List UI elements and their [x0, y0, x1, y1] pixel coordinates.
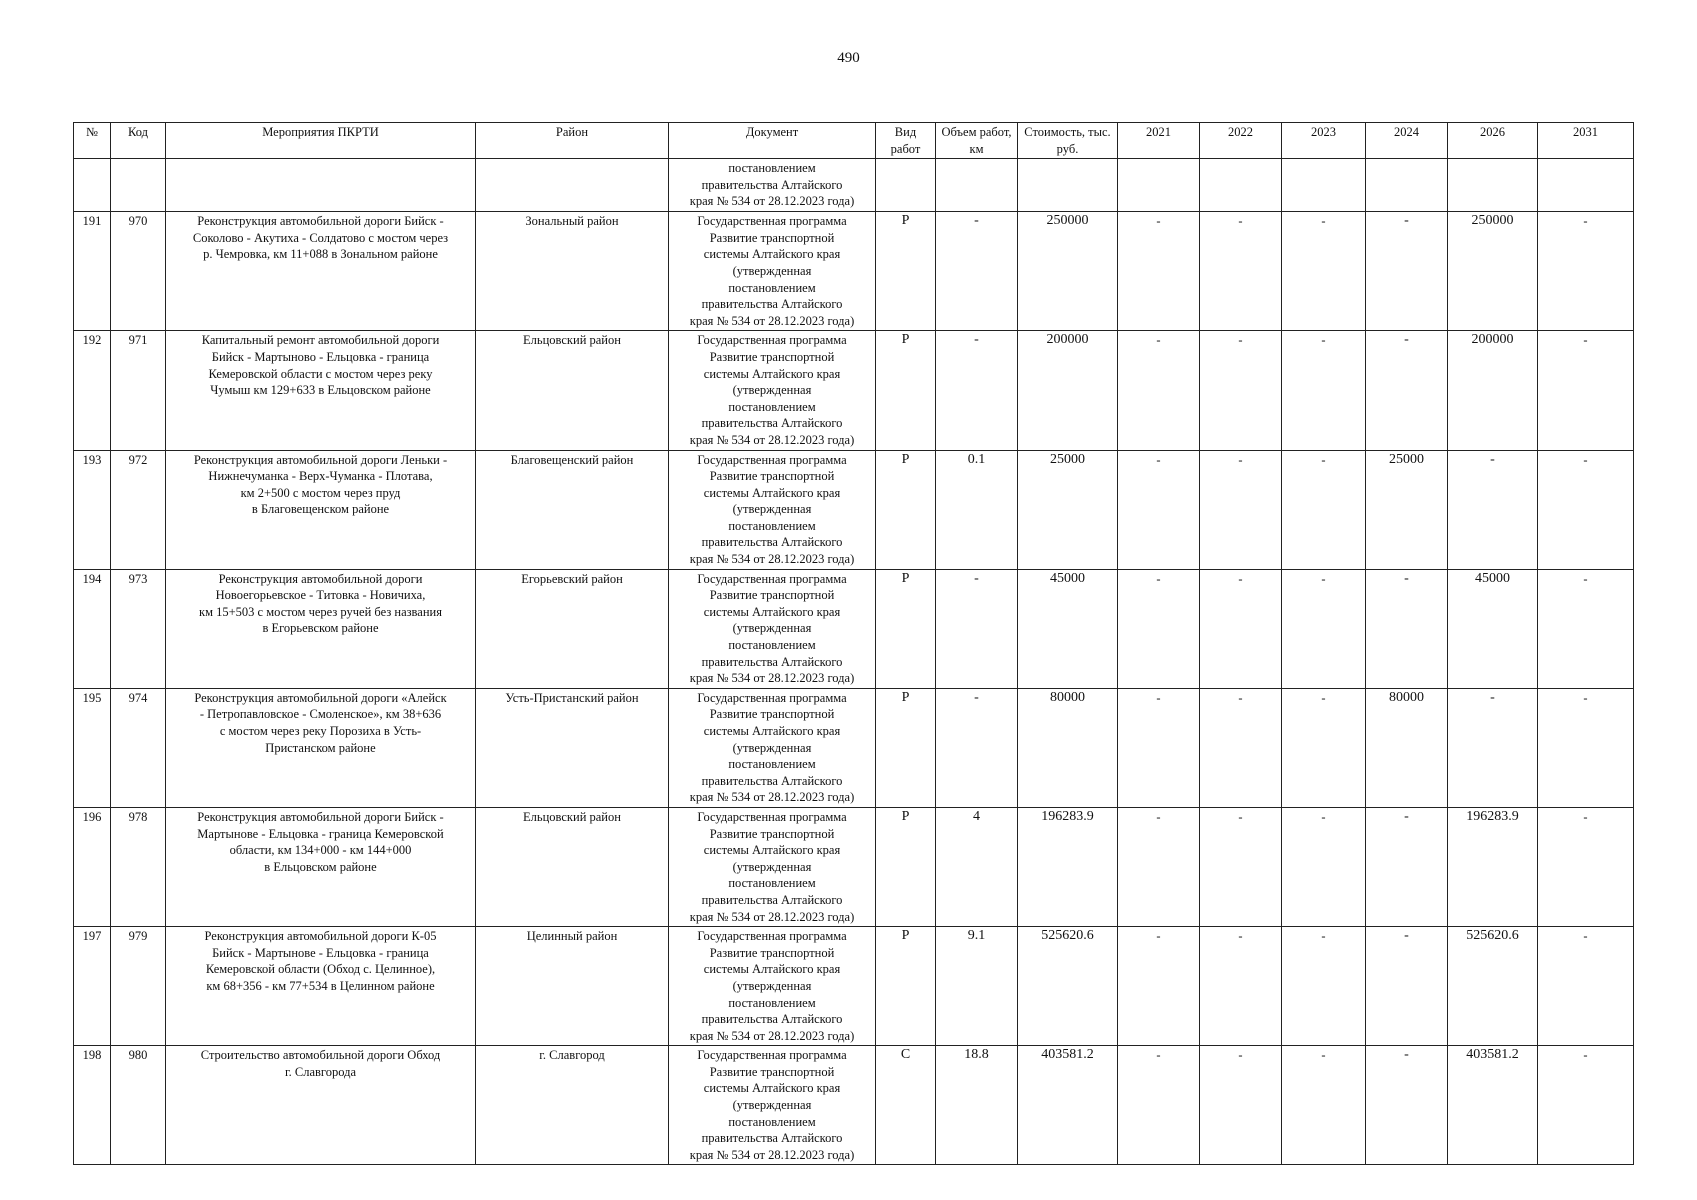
doc-line: края № 534 от 28.12.2023 года): [689, 1147, 855, 1162]
doc-line: (утвержденная: [732, 978, 812, 993]
project-line: г. Славгорода: [284, 1064, 357, 1079]
cell-2026: -: [1448, 450, 1538, 569]
table-row: [74, 331, 1634, 450]
cell-type: Р: [876, 927, 936, 1046]
project-line: Новоегорьевское - Титовка - Новичиха,: [215, 588, 426, 603]
cell-project: [166, 450, 476, 569]
doc-line: правительства Алтайского: [701, 1131, 843, 1146]
project-line: Реконструкция автомобильной дороги Бийск -: [197, 809, 444, 824]
header-num: №: [74, 123, 111, 159]
cell-cost: 196283.9: [1018, 807, 1118, 926]
cell-type: С: [876, 1046, 936, 1165]
cell-num: 194: [74, 569, 111, 688]
cell-cost: 525620.6: [1018, 927, 1118, 1046]
doc-line: правительства Алтайского: [701, 773, 843, 788]
header-document: Документ: [669, 123, 876, 159]
project-line: км 68+356 - км 77+534 в Целинном районе: [206, 978, 435, 993]
cell-2031: -: [1538, 569, 1634, 688]
cell-2024: -: [1366, 927, 1448, 1046]
cell-document: [669, 688, 876, 807]
cell-project: [166, 1046, 476, 1165]
page-number: 490: [837, 50, 860, 66]
cell-2026: 45000: [1448, 569, 1538, 688]
cell-empty: [1448, 159, 1538, 212]
cell-type: Р: [876, 688, 936, 807]
doc-line: постановлением: [728, 161, 816, 176]
cell-2026: 200000: [1448, 331, 1538, 450]
project-line: Реконструкция автомобильной дороги Леньки -: [193, 452, 448, 467]
cell-2022: -: [1200, 569, 1282, 688]
cell-2021: -: [1118, 1046, 1200, 1165]
doc-line: Развитие транспортной: [709, 469, 835, 484]
doc-line: Развитие транспортной: [709, 349, 835, 364]
cell-document: [669, 331, 876, 450]
cell-2031: -: [1538, 927, 1634, 1046]
doc-line: края № 534 от 28.12.2023 года): [689, 552, 855, 567]
cell-district: Егорьевский район: [476, 569, 669, 688]
table-row: [74, 927, 1634, 1046]
project-line: Реконструкция автомобильной дороги Бийск -: [197, 214, 444, 229]
doc-line: постановлением: [728, 280, 816, 295]
cell-num: 195: [74, 688, 111, 807]
doc-line: Развитие транспортной: [709, 588, 835, 603]
cell-2023: -: [1282, 212, 1366, 331]
cell-2021: -: [1118, 927, 1200, 1046]
cell-2022: -: [1200, 1046, 1282, 1165]
cell-2023: -: [1282, 1046, 1366, 1165]
project-line: Нижнечуманка - Верх-Чуманка - Плотава,: [208, 469, 433, 484]
cell-project: [166, 212, 476, 331]
cell-2022: -: [1200, 212, 1282, 331]
header-volume: Объем работ, км: [936, 123, 1018, 159]
cell-project: [166, 331, 476, 450]
project-line: с мостом через реку Порозиха в Усть-: [219, 724, 422, 738]
header-cost: Стоимость, тыс. руб.: [1018, 123, 1118, 159]
cell-2021: -: [1118, 688, 1200, 807]
cell-cost: 200000: [1018, 331, 1118, 450]
cell-document-continuation: [669, 159, 876, 212]
cell-volume: -: [936, 331, 1018, 450]
cell-num: 197: [74, 927, 111, 1046]
continuation-row: [74, 159, 1634, 212]
cell-2022: -: [1200, 688, 1282, 807]
cell-district: Зональный район: [476, 212, 669, 331]
cell-document: [669, 807, 876, 926]
cell-document: [669, 450, 876, 569]
cell-code: 973: [111, 569, 166, 688]
cell-2022: -: [1200, 331, 1282, 450]
header-2022: 2022: [1200, 123, 1282, 159]
project-line: в Благовещенском районе: [251, 502, 390, 517]
doc-line: правительства Алтайского: [701, 892, 843, 907]
cell-2024: -: [1366, 807, 1448, 926]
doc-line: Государственная программа: [697, 571, 847, 586]
doc-line: Развитие транспортной: [709, 826, 835, 841]
project-line: в Ельцовском районе: [264, 859, 377, 874]
cell-volume: 18.8: [936, 1046, 1018, 1165]
cell-project: [166, 927, 476, 1046]
doc-line: (утвержденная: [732, 383, 812, 398]
header-project: Мероприятия ПКРТИ: [166, 123, 476, 159]
program-table: [73, 122, 1634, 1165]
project-line: Бийск - Мартынове - Ельцовка - граница: [212, 945, 429, 960]
cell-2021: -: [1118, 450, 1200, 569]
table-row: [74, 1046, 1634, 1165]
cell-volume: -: [936, 569, 1018, 688]
cell-code: 980: [111, 1046, 166, 1165]
cell-type: Р: [876, 450, 936, 569]
cell-volume: -: [936, 212, 1018, 331]
doc-line: постановлением: [728, 757, 816, 772]
cell-2031: -: [1538, 807, 1634, 926]
cell-cost: 403581.2: [1018, 1046, 1118, 1165]
doc-line: Государственная программа: [697, 333, 847, 348]
doc-line: (утвержденная: [732, 859, 812, 874]
doc-line: системы Алтайского края: [703, 247, 841, 262]
project-line: Пристанском районе: [265, 740, 376, 755]
doc-line: края № 534 от 28.12.2023 года): [689, 194, 855, 209]
cell-cost: 45000: [1018, 569, 1118, 688]
cell-2026: 250000: [1448, 212, 1538, 331]
doc-line: (утвержденная: [732, 263, 812, 278]
table-header: [74, 123, 1634, 159]
doc-line: Государственная программа: [697, 1048, 847, 1063]
cell-2023: -: [1282, 688, 1366, 807]
doc-line: правительства Алтайского: [701, 535, 843, 550]
doc-line: края № 534 от 28.12.2023 года): [689, 432, 855, 447]
cell-cost: 25000: [1018, 450, 1118, 569]
doc-line: Развитие транспортной: [709, 230, 835, 245]
cell-district: г. Славгород: [476, 1046, 669, 1165]
cell-num: 191: [74, 212, 111, 331]
cell-document: [669, 569, 876, 688]
doc-line: Государственная программа: [697, 809, 847, 824]
cell-project: [166, 688, 476, 807]
cell-num: 196: [74, 807, 111, 926]
doc-line: (утвержденная: [732, 1098, 812, 1113]
cell-2031: -: [1538, 688, 1634, 807]
doc-line: правительства Алтайского: [701, 177, 843, 192]
doc-line: системы Алтайского края: [703, 1081, 841, 1096]
doc-line: (утвержденная: [732, 621, 812, 636]
header-2026: 2026: [1448, 123, 1538, 159]
cell-type: Р: [876, 212, 936, 331]
doc-line: края № 534 от 28.12.2023 года): [689, 909, 855, 924]
cell-2023: -: [1282, 331, 1366, 450]
header-2023: 2023: [1282, 123, 1366, 159]
cell-district: Усть-Пристанский район: [476, 688, 669, 807]
doc-line: системы Алтайского края: [703, 724, 841, 738]
cell-code: 970: [111, 212, 166, 331]
cell-2023: -: [1282, 450, 1366, 569]
cell-num: 192: [74, 331, 111, 450]
cell-empty: [1366, 159, 1448, 212]
cell-volume: 0.1: [936, 450, 1018, 569]
cell-code: 978: [111, 807, 166, 926]
table-row: [74, 450, 1634, 569]
cell-empty: [111, 159, 166, 212]
cell-district: Целинный район: [476, 927, 669, 1046]
project-line: км 2+500 с мостом через пруд: [240, 485, 401, 500]
doc-line: постановлением: [728, 1114, 816, 1129]
header-2031: 2031: [1538, 123, 1634, 159]
table-body: [74, 159, 1634, 1165]
cell-empty: [74, 159, 111, 212]
header-type: Вид работ: [876, 123, 936, 159]
table-row: [74, 688, 1634, 807]
doc-line: Развитие транспортной: [709, 707, 835, 722]
header-code: Код: [111, 123, 166, 159]
cell-empty: [166, 159, 476, 212]
cell-empty: [476, 159, 669, 212]
cell-2026: 196283.9: [1448, 807, 1538, 926]
project-line: области, км 134+000 - км 144+000: [229, 843, 412, 858]
project-line: Чумыш км 129+633 в Ельцовском районе: [210, 383, 431, 398]
doc-line: края № 534 от 28.12.2023 года): [689, 1028, 855, 1043]
cell-2022: -: [1200, 807, 1282, 926]
cell-2024: -: [1366, 212, 1448, 331]
doc-line: правительства Алтайского: [701, 297, 843, 312]
doc-line: постановлением: [728, 876, 816, 891]
project-line: Реконструкция автомобильной дороги: [218, 571, 423, 586]
cell-code: 974: [111, 688, 166, 807]
cell-2024: -: [1366, 569, 1448, 688]
cell-cost: 80000: [1018, 688, 1118, 807]
header-2024: 2024: [1366, 123, 1448, 159]
doc-line: Государственная программа: [697, 214, 847, 229]
cell-2024: -: [1366, 1046, 1448, 1165]
table-row: [74, 807, 1634, 926]
project-line: Кемеровской области (Обход с. Целинное),: [205, 962, 436, 977]
cell-district: Благовещенский район: [476, 450, 669, 569]
cell-2026: 525620.6: [1448, 927, 1538, 1046]
project-line: Мартынове - Ельцовка - граница Кемеровской: [197, 826, 444, 841]
doc-line: Развитие транспортной: [709, 1064, 835, 1079]
doc-line: правительства Алтайского: [701, 416, 843, 431]
cell-2022: -: [1200, 927, 1282, 1046]
cell-district: Ельцовский район: [476, 807, 669, 926]
table-row: [74, 569, 1634, 688]
cell-2021: -: [1118, 569, 1200, 688]
doc-line: системы Алтайского края: [703, 604, 841, 619]
cell-code: 979: [111, 927, 166, 1046]
header-district: Район: [476, 123, 669, 159]
cell-empty: [876, 159, 936, 212]
doc-line: системы Алтайского края: [703, 843, 841, 858]
doc-line: Государственная программа: [697, 690, 847, 705]
doc-line: края № 534 от 28.12.2023 года): [689, 313, 855, 328]
cell-num: 198: [74, 1046, 111, 1165]
project-line: км 15+503 с мостом через ручей без названия: [199, 604, 442, 619]
doc-line: Развитие транспортной: [709, 945, 835, 960]
cell-code: 971: [111, 331, 166, 450]
doc-line: (утвержденная: [732, 740, 812, 755]
table-row: [74, 212, 1634, 331]
doc-line: системы Алтайского края: [703, 485, 841, 500]
cell-2026: -: [1448, 688, 1538, 807]
doc-line: системы Алтайского края: [703, 962, 841, 977]
cell-2021: -: [1118, 331, 1200, 450]
cell-type: Р: [876, 331, 936, 450]
project-line: - Петропавловское - Смоленское», км 38+636: [199, 707, 442, 722]
cell-2024: 25000: [1366, 450, 1448, 569]
doc-line: Государственная программа: [697, 929, 847, 944]
cell-2023: -: [1282, 927, 1366, 1046]
cell-code: 972: [111, 450, 166, 569]
cell-type: Р: [876, 569, 936, 688]
cell-2021: -: [1118, 807, 1200, 926]
cell-2024: -: [1366, 331, 1448, 450]
project-line: Кемеровской области с мостом через реку: [208, 366, 433, 381]
cell-empty: [1538, 159, 1634, 212]
cell-2031: -: [1538, 1046, 1634, 1165]
project-line: Бийск - Мартыново - Ельцовка - граница: [211, 349, 430, 364]
cell-type: Р: [876, 807, 936, 926]
doc-line: края № 534 от 28.12.2023 года): [689, 790, 855, 805]
project-line: Строительство автомобильной дороги Обход: [200, 1048, 441, 1063]
doc-line: правительства Алтайского: [701, 1012, 843, 1027]
cell-empty: [936, 159, 1018, 212]
cell-2031: -: [1538, 212, 1634, 331]
cell-2031: -: [1538, 450, 1634, 569]
cell-2022: -: [1200, 450, 1282, 569]
doc-line: постановлением: [728, 399, 816, 414]
cell-empty: [1282, 159, 1366, 212]
doc-line: системы Алтайского края: [703, 366, 841, 381]
doc-line: правительства Алтайского: [701, 654, 843, 669]
project-line: в Егорьевском районе: [262, 621, 379, 636]
cell-project: [166, 569, 476, 688]
cell-document: [669, 212, 876, 331]
project-line: р. Чемровка, км 11+088 в Зональном районе: [203, 247, 438, 262]
project-line: Капитальный ремонт автомобильной дороги: [201, 333, 440, 348]
doc-line: Государственная программа: [697, 452, 847, 467]
project-line: Реконструкция автомобильной дороги К-05: [204, 929, 437, 944]
doc-line: постановлением: [728, 518, 816, 533]
cell-2026: 403581.2: [1448, 1046, 1538, 1165]
cell-cost: 250000: [1018, 212, 1118, 331]
cell-project: [166, 807, 476, 926]
doc-line: края № 534 от 28.12.2023 года): [689, 671, 855, 686]
header-2021: 2021: [1118, 123, 1200, 159]
cell-volume: 9.1: [936, 927, 1018, 1046]
cell-2024: 80000: [1366, 688, 1448, 807]
cell-document: [669, 1046, 876, 1165]
doc-line: (утвержденная: [732, 502, 812, 517]
doc-line: постановлением: [728, 638, 816, 653]
cell-volume: 4: [936, 807, 1018, 926]
cell-2021: -: [1118, 212, 1200, 331]
cell-2023: -: [1282, 807, 1366, 926]
project-line: Реконструкция автомобильной дороги «Алейск: [194, 690, 447, 705]
cell-empty: [1118, 159, 1200, 212]
cell-2031: -: [1538, 331, 1634, 450]
cell-empty: [1018, 159, 1118, 212]
cell-document: [669, 927, 876, 1046]
doc-line: постановлением: [728, 995, 816, 1010]
project-line: Соколово - Акутиха - Солдатово с мостом через: [192, 230, 449, 245]
cell-district: Ельцовский район: [476, 331, 669, 450]
cell-2023: -: [1282, 569, 1366, 688]
cell-volume: -: [936, 688, 1018, 807]
cell-empty: [1200, 159, 1282, 212]
cell-num: 193: [74, 450, 111, 569]
